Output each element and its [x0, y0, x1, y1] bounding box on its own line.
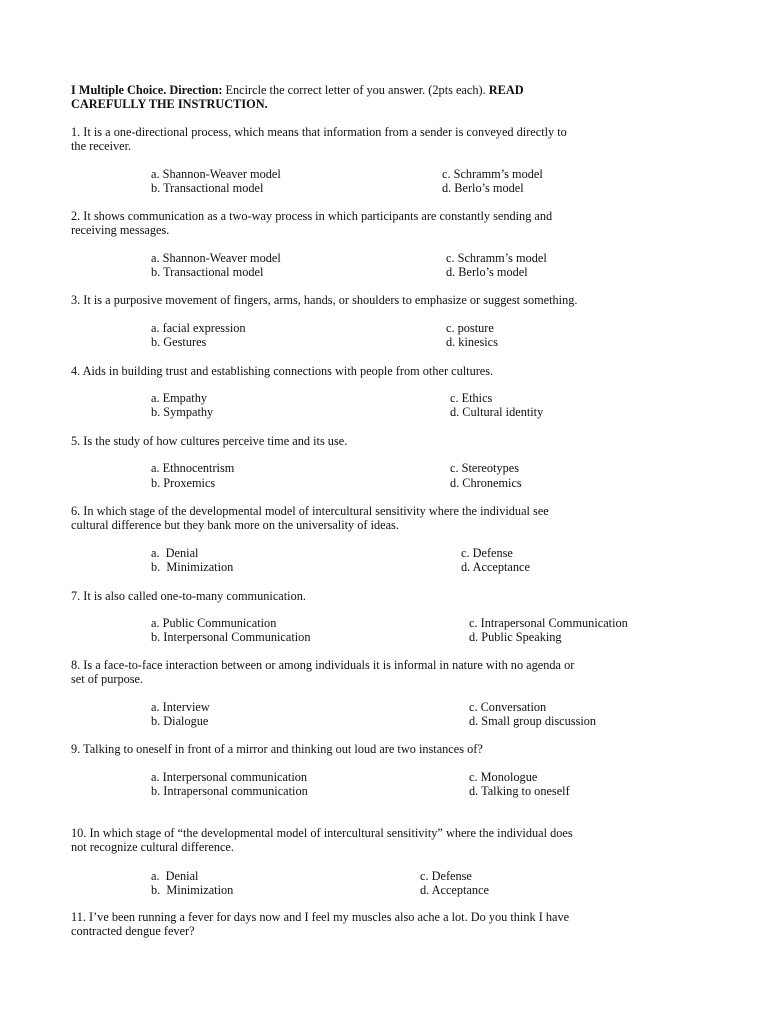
- q8-option-c[interactable]: c. Conversation: [469, 700, 547, 714]
- instructions-line-2: [71, 97, 268, 111]
- q10-option-d[interactable]: d. Acceptance: [420, 883, 489, 897]
- q9-option-c[interactable]: c. Monologue: [469, 770, 538, 784]
- question-3-text: 3. It is a purposive movement of fingers, arms, hands, or shoulders to emphasize or suggest something.: [71, 293, 578, 307]
- question-5-text: 5. Is the study of how cultures perceive time and its use.: [71, 434, 348, 448]
- q3-option-c[interactable]: c. posture: [446, 321, 494, 335]
- question-2-text-cont: receiving messages.: [71, 223, 170, 237]
- question-6-text-cont: cultural difference but they bank more on the universality of ideas.: [71, 518, 399, 532]
- q7-option-c[interactable]: c. Intrapersonal Communication: [469, 616, 628, 630]
- q5-option-b[interactable]: b. Proxemics: [151, 476, 216, 490]
- q1-option-b[interactable]: b. Transactional model: [151, 181, 264, 195]
- q10-option-a[interactable]: a. Denial: [151, 869, 199, 883]
- question-1-text-cont: the receiver.: [71, 139, 132, 153]
- question-6-text: 6. In which stage of the developmental model of intercultural sensitivity where the individual see: [71, 504, 549, 518]
- question-7-text: 7. It is also called one-to-many communication.: [71, 589, 306, 603]
- question-2-text: 2. It shows communication as a two-way process in which participants are constantly sending and: [71, 209, 553, 223]
- q2-option-d[interactable]: d. Berlo’s model: [446, 265, 528, 279]
- question-10-text-cont: not recognize cultural difference.: [71, 840, 234, 854]
- q7-option-b[interactable]: b. Interpersonal Communication: [151, 630, 311, 644]
- q6-option-c[interactable]: c. Defense: [461, 546, 513, 560]
- q6-option-a[interactable]: a. Denial: [151, 546, 199, 560]
- q9-option-b[interactable]: b. Intrapersonal communication: [151, 784, 308, 798]
- question-11-text-cont: contracted dengue fever?: [71, 924, 195, 938]
- q4-option-b[interactable]: b. Sympathy: [151, 405, 214, 419]
- q7-option-d[interactable]: d. Public Speaking: [469, 630, 562, 644]
- q10-option-c[interactable]: c. Defense: [420, 869, 472, 883]
- q3-option-a[interactable]: a. facial expression: [151, 321, 246, 335]
- question-1-text: 1. It is a one-directional process, which means that information from a sender is conveyed directly to: [71, 125, 567, 139]
- question-10-text: 10. In which stage of “the developmental model of intercultural sensitivity” where the individual does: [71, 826, 573, 840]
- q4-option-c[interactable]: c. Ethics: [450, 391, 493, 405]
- q5-option-d[interactable]: d. Chronemics: [450, 476, 522, 490]
- q6-option-d[interactable]: d. Acceptance: [461, 560, 530, 574]
- q3-option-b[interactable]: b. Gestures: [151, 335, 207, 349]
- question-11-text: 11. I’ve been running a fever for days now and I feel my muscles also ache a lot. Do you think I have: [71, 910, 570, 924]
- q4-option-d[interactable]: d. Cultural identity: [450, 405, 544, 419]
- q9-option-a[interactable]: a. Interpersonal communication: [151, 770, 308, 784]
- read-emphasis-cont: CAREFULLY THE INSTRUCTION.: [71, 97, 268, 111]
- q8-option-d[interactable]: d. Small group discussion: [469, 714, 597, 728]
- instructions-line-1: [71, 83, 524, 97]
- q1-option-c[interactable]: c. Schramm’s model: [442, 167, 543, 181]
- q2-option-a[interactable]: a. Shannon-Weaver model: [151, 251, 281, 265]
- q1-option-a[interactable]: a. Shannon-Weaver model: [151, 167, 281, 181]
- q8-option-b[interactable]: b. Dialogue: [151, 714, 209, 728]
- instructions-text: Encircle the correct letter of you answer. (2pts each).: [222, 83, 489, 97]
- section-title: I Multiple Choice. Direction:: [71, 83, 223, 97]
- q4-option-a[interactable]: a. Empathy: [151, 391, 208, 405]
- question-8-text: 8. Is a face-to-face interaction between or among individuals it is informal in nature with no agenda or: [71, 658, 575, 672]
- read-emphasis: READ: [488, 83, 524, 97]
- question-4-text: 4. Aids in building trust and establishing connections with people from other cultures.: [71, 364, 494, 378]
- q5-option-c[interactable]: c. Stereotypes: [450, 461, 519, 475]
- q10-option-b[interactable]: b. Minimization: [151, 883, 234, 897]
- q6-option-b[interactable]: b. Minimization: [151, 560, 234, 574]
- q8-option-a[interactable]: a. Interview: [151, 700, 210, 714]
- q5-option-a[interactable]: a. Ethnocentrism: [151, 461, 235, 475]
- q9-option-d[interactable]: d. Talking to oneself: [469, 784, 570, 798]
- q2-option-b[interactable]: b. Transactional model: [151, 265, 264, 279]
- q7-option-a[interactable]: a. Public Communication: [151, 616, 277, 630]
- question-9-text: 9. Talking to oneself in front of a mirror and thinking out loud are two instances of?: [71, 742, 483, 756]
- q2-option-c[interactable]: c. Schramm’s model: [446, 251, 547, 265]
- question-8-text-cont: set of purpose.: [71, 672, 144, 686]
- q1-option-d[interactable]: d. Berlo’s model: [442, 181, 524, 195]
- q3-option-d[interactable]: d. kinesics: [446, 335, 498, 349]
